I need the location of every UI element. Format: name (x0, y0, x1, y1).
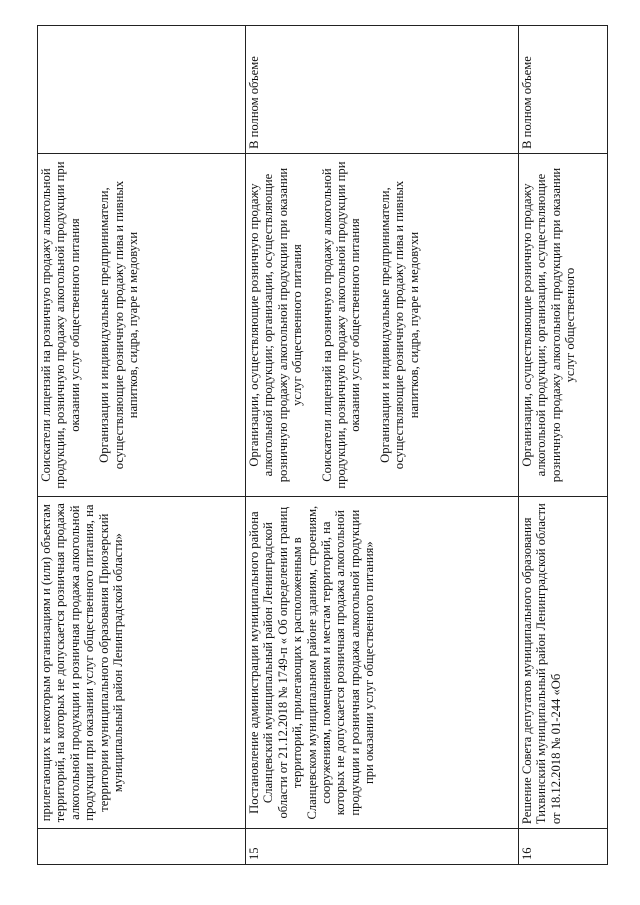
document-text: Постановление администрации муниципального района Сланцевский муниципальный район Ленинградской области от 21.12.2018 № 1749-п « Об определении границ территорий, прилегающих к расположенным в Сланцевском муниципальном районе зданиям, строениям, сооружениям, помещениям и местам территорий, на которых не допускается розничная продажа алкогольной продукции и розничная продажа алкогольной продукции при оказании услуг общественного питания» (247, 505, 377, 820)
subject-text: Организации и индивидуальные предприниматели, осуществляющие розничную продажу пива и пивных напитков, сидра, пуаре и медовухи (97, 180, 141, 470)
document-cell (246, 497, 519, 829)
row-number (38, 829, 246, 865)
subject-text: Организации, осуществляющие розничную продажу алкогольной продукции; организации, осуществляющие розничную продажу алкогольной продукции при оказании услуг общественного (520, 167, 578, 483)
document-text: прилегающих к некоторым организациям и (или) объектам территорий, на которых не допускается розничная продажа алкогольной продукции и розничная продажа алкогольной продукции при оказании услуг общественного питания, на территории муниципального образования Приозерский муниципальный район Ленинградской области» (39, 503, 126, 823)
regulation-table (37, 25, 608, 865)
rotated-table-wrapper (37, 25, 598, 865)
scope-cell: В полном объеме (519, 26, 608, 154)
table-row (519, 26, 608, 865)
subject-text: Организации и индивидуальные предприниматели, осуществляющие розничную продажу пива и пивных напитков, сидра, пуаре и медовухи (377, 180, 421, 470)
subject-text: Соискатели лицензий на розничную продажу алкогольной продукции, розничную продажу алкогольной продукции при оказании услуг общественного питания (319, 161, 363, 489)
scope-cell: В полном объеме (246, 26, 519, 154)
subject-text: Соискатели лицензий на розничную продажу алкогольной продукции, розничную продажу алкогольной продукции при оказании услуг общественного питания (39, 161, 82, 489)
row-number: 15 (246, 829, 519, 865)
document-cell (38, 497, 246, 829)
table-row (38, 26, 246, 865)
row-number: 16 (519, 829, 608, 865)
subjects-cell (519, 153, 608, 496)
table-row (246, 26, 519, 865)
subjects-cell (246, 153, 519, 496)
scope-cell (38, 26, 246, 154)
document-text: Решение Совета депутатов муниципального образования Тихвинский муниципальный район Ленинградской области от 18.12.2018 № 01-244 «Об (520, 503, 563, 825)
document-cell (519, 497, 608, 829)
subjects-cell (38, 153, 246, 496)
subject-text: Организации, осуществляющие розничную продажу алкогольной продукции; организации, осуществляющие розничную продажу алкогольной продукции при оказании услуг общественного питания (247, 167, 305, 483)
